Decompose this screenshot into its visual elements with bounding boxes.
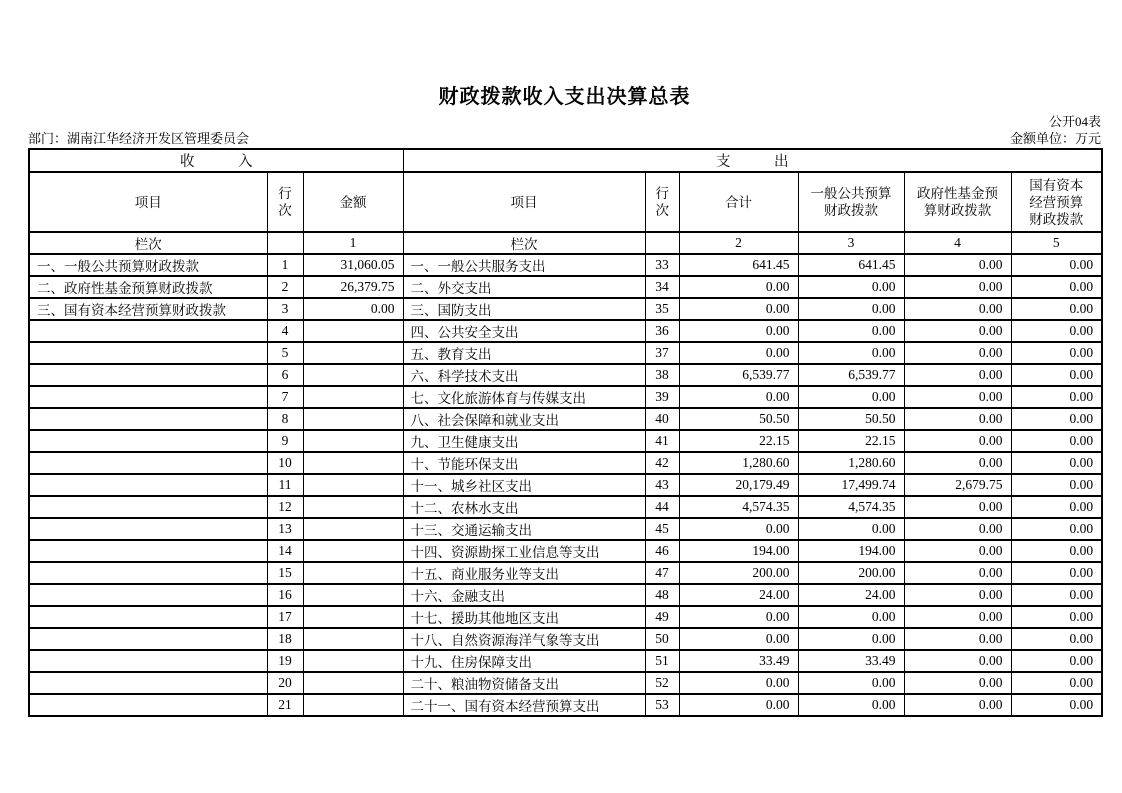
expenditure-general-cell: 0.00	[798, 606, 904, 628]
income-amount-cell	[303, 364, 403, 386]
income-line-cell: 10	[267, 452, 303, 474]
income-item-cell: 一、一般公共预算财政拨款	[29, 254, 267, 276]
expenditure-item-cell: 十五、商业服务业等支出	[403, 562, 645, 584]
expenditure-govfund-cell: 0.00	[904, 496, 1011, 518]
expenditure-general-header: 一般公共预算财政拨款	[798, 172, 904, 232]
expenditure-general-cell: 641.45	[798, 254, 904, 276]
income-item-cell	[29, 650, 267, 672]
expenditure-govfund-cell: 0.00	[904, 584, 1011, 606]
expenditure-statecap-cell: 0.00	[1011, 430, 1102, 452]
form-code: 公开04表	[1048, 114, 1101, 129]
table-row	[29, 562, 1102, 584]
budget-table	[28, 148, 1103, 717]
expenditure-statecap-cell: 0.00	[1011, 342, 1102, 364]
expenditure-statecap-header: 国有资本经营预算财政拨款	[1011, 172, 1102, 232]
expenditure-item-cell: 十二、农林水支出	[403, 496, 645, 518]
income-line-cell: 17	[267, 606, 303, 628]
income-item-cell	[29, 342, 267, 364]
income-line-cell: 21	[267, 694, 303, 716]
income-line-cell: 14	[267, 540, 303, 562]
income-amount-cell	[303, 562, 403, 584]
expenditure-total-cell: 194.00	[679, 540, 798, 562]
income-amount-cell	[303, 650, 403, 672]
table-row	[29, 650, 1102, 672]
expenditure-general-cell: 24.00	[798, 584, 904, 606]
table-row	[29, 672, 1102, 694]
income-line-cell: 1	[267, 254, 303, 276]
income-amount-cell	[303, 518, 403, 540]
expenditure-general-cell: 22.15	[798, 430, 904, 452]
expenditure-line-cell: 42	[645, 452, 679, 474]
expenditure-statecap-cell: 0.00	[1011, 562, 1102, 584]
expenditure-total-column-number: 2	[679, 232, 798, 254]
expenditure-statecap-cell: 0.00	[1011, 386, 1102, 408]
expenditure-item-cell: 三、国防支出	[403, 298, 645, 320]
income-line-cell: 7	[267, 386, 303, 408]
expenditure-total-cell: 24.00	[679, 584, 798, 606]
income-line-cell: 12	[267, 496, 303, 518]
expenditure-statecap-cell: 0.00	[1011, 298, 1102, 320]
expenditure-total-cell: 0.00	[679, 518, 798, 540]
expenditure-total-cell: 33.49	[679, 650, 798, 672]
income-line-cell: 16	[267, 584, 303, 606]
income-amount-cell	[303, 694, 403, 716]
income-amount-header: 金额	[303, 172, 403, 232]
table-row	[29, 496, 1102, 518]
table-row	[29, 342, 1102, 364]
expenditure-total-cell: 0.00	[679, 386, 798, 408]
table-row	[29, 298, 1102, 320]
expenditure-general-cell: 0.00	[798, 320, 904, 342]
expenditure-govfund-cell: 0.00	[904, 650, 1011, 672]
income-line-cell: 5	[267, 342, 303, 364]
table-row	[29, 628, 1102, 650]
table-row	[29, 320, 1102, 342]
expenditure-statecap-cell: 0.00	[1011, 606, 1102, 628]
table-row	[29, 254, 1102, 276]
expenditure-statecap-cell: 0.00	[1011, 474, 1102, 496]
table-row	[29, 518, 1102, 540]
expenditure-line-cell: 48	[645, 584, 679, 606]
income-amount-cell	[303, 540, 403, 562]
expenditure-item-cell: 十九、住房保障支出	[403, 650, 645, 672]
expenditure-govfund-cell: 0.00	[904, 386, 1011, 408]
expenditure-item-cell: 八、社会保障和就业支出	[403, 408, 645, 430]
income-amount-cell	[303, 606, 403, 628]
meta-row	[28, 130, 1101, 147]
expenditure-govfund-cell: 0.00	[904, 276, 1011, 298]
income-amount-cell	[303, 628, 403, 650]
expenditure-total-cell: 0.00	[679, 694, 798, 716]
expenditure-section-title: 支出	[716, 154, 833, 170]
income-amount-cell: 0.00	[303, 298, 403, 320]
income-item-cell	[29, 606, 267, 628]
expenditure-govfund-cell: 0.00	[904, 540, 1011, 562]
income-amount-cell	[303, 430, 403, 452]
income-amount-cell: 31,060.05	[303, 254, 403, 276]
expenditure-item-cell: 十八、自然资源海洋气象等支出	[403, 628, 645, 650]
expenditure-govfund-cell: 0.00	[904, 342, 1011, 364]
expenditure-statecap-cell: 0.00	[1011, 364, 1102, 386]
expenditure-line-cell: 36	[645, 320, 679, 342]
expenditure-govfund-cell: 0.00	[904, 364, 1011, 386]
income-section-header	[29, 149, 403, 172]
table-row	[29, 364, 1102, 386]
expenditure-statecap-cell: 0.00	[1011, 452, 1102, 474]
expenditure-item-cell: 六、科学技术支出	[403, 364, 645, 386]
expenditure-general-cell: 1,280.60	[798, 452, 904, 474]
expenditure-govfund-cell: 0.00	[904, 254, 1011, 276]
expenditure-general-cell: 0.00	[798, 386, 904, 408]
expenditure-line-cell: 46	[645, 540, 679, 562]
expenditure-total-cell: 1,280.60	[679, 452, 798, 474]
income-section-title: 收入	[180, 154, 297, 170]
page-title: 财政拨款收入支出决算总表	[438, 86, 691, 108]
expenditure-item-cell: 九、卫生健康支出	[403, 430, 645, 452]
income-amount-cell	[303, 342, 403, 364]
expenditure-govfund-cell: 2,679.75	[904, 474, 1011, 496]
income-amount-cell	[303, 386, 403, 408]
expenditure-item-cell: 十六、金融支出	[403, 584, 645, 606]
income-item-cell	[29, 672, 267, 694]
table-row	[29, 386, 1102, 408]
income-amount-cell	[303, 452, 403, 474]
expenditure-statecap-cell: 0.00	[1011, 276, 1102, 298]
expenditure-item-cell: 十七、援助其他地区支出	[403, 606, 645, 628]
expenditure-govfund-header: 政府性基金预算财政拨款	[904, 172, 1011, 232]
expenditure-line-header: 行次	[645, 172, 679, 232]
income-item-cell	[29, 540, 267, 562]
expenditure-statecap-cell: 0.00	[1011, 584, 1102, 606]
expenditure-govfund-column-number: 4	[904, 232, 1011, 254]
expenditure-statecap-cell: 0.00	[1011, 540, 1102, 562]
expenditure-statecap-cell: 0.00	[1011, 694, 1102, 716]
expenditure-line-cell: 35	[645, 298, 679, 320]
expenditure-total-cell: 50.50	[679, 408, 798, 430]
expenditure-item-cell: 十一、城乡社区支出	[403, 474, 645, 496]
expenditure-lanci-line-blank	[645, 232, 679, 254]
expenditure-govfund-cell: 0.00	[904, 606, 1011, 628]
income-line-cell: 19	[267, 650, 303, 672]
income-item-cell	[29, 496, 267, 518]
expenditure-item-cell: 二、外交支出	[403, 276, 645, 298]
income-line-cell: 20	[267, 672, 303, 694]
expenditure-line-cell: 34	[645, 276, 679, 298]
expenditure-govfund-cell: 0.00	[904, 320, 1011, 342]
expenditure-general-cell: 50.50	[798, 408, 904, 430]
income-amount-cell	[303, 320, 403, 342]
expenditure-statecap-cell: 0.00	[1011, 254, 1102, 276]
income-item-cell	[29, 694, 267, 716]
income-item-cell	[29, 584, 267, 606]
table-row	[29, 694, 1102, 716]
expenditure-item-cell: 二十一、国有资本经营预算支出	[403, 694, 645, 716]
expenditure-general-cell: 4,574.35	[798, 496, 904, 518]
department-label: 部门：湖南江华经济开发区管理委员会	[28, 131, 250, 146]
expenditure-item-header: 项目	[403, 172, 645, 232]
expenditure-general-cell: 33.49	[798, 650, 904, 672]
expenditure-line-cell: 43	[645, 474, 679, 496]
expenditure-total-cell: 200.00	[679, 562, 798, 584]
table-row	[29, 584, 1102, 606]
expenditure-line-cell: 39	[645, 386, 679, 408]
table-row	[29, 474, 1102, 496]
expenditure-general-cell: 6,539.77	[798, 364, 904, 386]
expenditure-line-cell: 38	[645, 364, 679, 386]
table-row	[29, 408, 1102, 430]
expenditure-total-cell: 0.00	[679, 672, 798, 694]
expenditure-govfund-cell: 0.00	[904, 672, 1011, 694]
expenditure-item-cell: 四、公共安全支出	[403, 320, 645, 342]
income-line-cell: 18	[267, 628, 303, 650]
expenditure-statecap-cell: 0.00	[1011, 672, 1102, 694]
expenditure-item-cell: 五、教育支出	[403, 342, 645, 364]
income-amount-cell: 26,379.75	[303, 276, 403, 298]
expenditure-statecap-cell: 0.00	[1011, 496, 1102, 518]
expenditure-line-cell: 37	[645, 342, 679, 364]
expenditure-total-cell: 0.00	[679, 342, 798, 364]
income-item-cell: 二、政府性基金预算财政拨款	[29, 276, 267, 298]
income-line-cell: 11	[267, 474, 303, 496]
expenditure-total-cell: 20,179.49	[679, 474, 798, 496]
column-header-row	[29, 172, 1102, 232]
expenditure-general-cell: 0.00	[798, 342, 904, 364]
expenditure-line-cell: 45	[645, 518, 679, 540]
expenditure-item-cell: 七、文化旅游体育与传媒支出	[403, 386, 645, 408]
income-line-cell: 9	[267, 430, 303, 452]
expenditure-govfund-cell: 0.00	[904, 430, 1011, 452]
income-line-cell: 15	[267, 562, 303, 584]
income-item-header: 项目	[29, 172, 267, 232]
expenditure-total-cell: 0.00	[679, 276, 798, 298]
expenditure-total-cell: 0.00	[679, 628, 798, 650]
expenditure-total-cell: 4,574.35	[679, 496, 798, 518]
income-item-cell	[29, 452, 267, 474]
income-lanci-label: 栏次	[29, 232, 267, 254]
income-line-cell: 4	[267, 320, 303, 342]
expenditure-govfund-cell: 0.00	[904, 694, 1011, 716]
table-row	[29, 276, 1102, 298]
expenditure-total-cell: 0.00	[679, 320, 798, 342]
expenditure-section-header	[403, 149, 1102, 172]
expenditure-line-cell: 44	[645, 496, 679, 518]
expenditure-general-cell: 194.00	[798, 540, 904, 562]
expenditure-item-cell: 二十、粮油物资储备支出	[403, 672, 645, 694]
income-line-cell: 8	[267, 408, 303, 430]
unit-label: 金额单位：万元	[1009, 131, 1101, 146]
income-amount-cell	[303, 672, 403, 694]
income-amount-cell	[303, 584, 403, 606]
income-item-cell	[29, 408, 267, 430]
expenditure-total-cell: 641.45	[679, 254, 798, 276]
expenditure-statecap-cell: 0.00	[1011, 408, 1102, 430]
expenditure-line-cell: 40	[645, 408, 679, 430]
expenditure-line-cell: 33	[645, 254, 679, 276]
income-item-cell	[29, 320, 267, 342]
expenditure-general-cell: 0.00	[798, 628, 904, 650]
income-item-cell	[29, 430, 267, 452]
expenditure-total-cell: 0.00	[679, 298, 798, 320]
income-line-cell: 2	[267, 276, 303, 298]
expenditure-statecap-column-number: 5	[1011, 232, 1102, 254]
expenditure-line-cell: 53	[645, 694, 679, 716]
expenditure-total-header: 合计	[679, 172, 798, 232]
expenditure-general-cell: 0.00	[798, 298, 904, 320]
table-row	[29, 430, 1102, 452]
expenditure-general-cell: 17,499.74	[798, 474, 904, 496]
expenditure-statecap-cell: 0.00	[1011, 650, 1102, 672]
expenditure-govfund-cell: 0.00	[904, 628, 1011, 650]
income-line-cell: 13	[267, 518, 303, 540]
expenditure-govfund-cell: 0.00	[904, 562, 1011, 584]
expenditure-item-cell: 十三、交通运输支出	[403, 518, 645, 540]
expenditure-general-cell: 0.00	[798, 276, 904, 298]
expenditure-total-cell: 22.15	[679, 430, 798, 452]
expenditure-item-cell: 十四、资源勘探工业信息等支出	[403, 540, 645, 562]
expenditure-govfund-cell: 0.00	[904, 408, 1011, 430]
table-body	[29, 149, 1102, 716]
income-item-cell	[29, 518, 267, 540]
expenditure-line-cell: 50	[645, 628, 679, 650]
expenditure-statecap-cell: 0.00	[1011, 320, 1102, 342]
expenditure-general-cell: 0.00	[798, 694, 904, 716]
expenditure-general-column-number: 3	[798, 232, 904, 254]
table-row	[29, 606, 1102, 628]
income-item-cell	[29, 628, 267, 650]
income-amount-column-number: 1	[303, 232, 403, 254]
income-item-cell	[29, 364, 267, 386]
expenditure-line-cell: 49	[645, 606, 679, 628]
income-line-cell: 6	[267, 364, 303, 386]
income-item-cell	[29, 474, 267, 496]
income-line-header: 行次	[267, 172, 303, 232]
table-row	[29, 452, 1102, 474]
column-number-row	[29, 232, 1102, 254]
expenditure-general-cell: 0.00	[798, 518, 904, 540]
expenditure-line-cell: 41	[645, 430, 679, 452]
section-header-row	[29, 149, 1102, 172]
income-lanci-line-blank	[267, 232, 303, 254]
table-row	[29, 540, 1102, 562]
income-item-cell	[29, 562, 267, 584]
expenditure-general-cell: 0.00	[798, 672, 904, 694]
expenditure-statecap-cell: 0.00	[1011, 628, 1102, 650]
income-amount-cell	[303, 408, 403, 430]
income-line-cell: 3	[267, 298, 303, 320]
expenditure-govfund-cell: 0.00	[904, 298, 1011, 320]
expenditure-general-cell: 200.00	[798, 562, 904, 584]
expenditure-total-cell: 0.00	[679, 606, 798, 628]
expenditure-item-cell: 十、节能环保支出	[403, 452, 645, 474]
income-amount-cell	[303, 496, 403, 518]
expenditure-line-cell: 47	[645, 562, 679, 584]
income-amount-cell	[303, 474, 403, 496]
expenditure-govfund-cell: 0.00	[904, 518, 1011, 540]
income-item-cell	[29, 386, 267, 408]
income-item-cell: 三、国有资本经营预算财政拨款	[29, 298, 267, 320]
expenditure-total-cell: 6,539.77	[679, 364, 798, 386]
expenditure-statecap-cell: 0.00	[1011, 518, 1102, 540]
expenditure-lanci-label: 栏次	[403, 232, 645, 254]
expenditure-line-cell: 51	[645, 650, 679, 672]
expenditure-govfund-cell: 0.00	[904, 452, 1011, 474]
expenditure-item-cell: 一、一般公共服务支出	[403, 254, 645, 276]
expenditure-line-cell: 52	[645, 672, 679, 694]
